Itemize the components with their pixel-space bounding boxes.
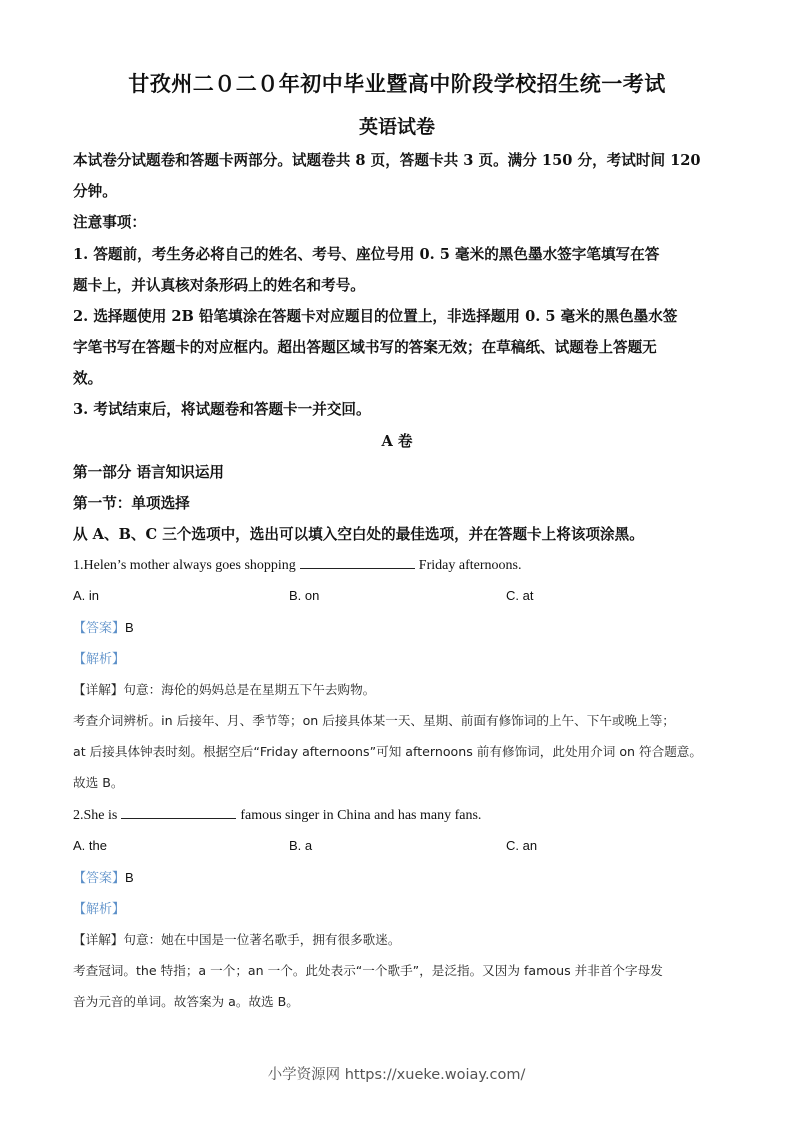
question-1-answer xyxy=(73,618,134,639)
question-1-detail-line-2: 考查介词辨析。in 后接年、月、季节等；on 后接具体某一天、星期、前面有修饰词的上午、下午或晚上等； xyxy=(73,713,675,728)
notice-item-1-line-2: 题卡上，并认真核对条形码上的姓名和考号。 xyxy=(73,277,365,294)
notice-item-2-line-2: 字笔书写在答题卡的对应框内。超出答题区域书写的答案无效；在草稿纸、试题卷上答题无 xyxy=(73,339,657,356)
notice-item-1-line-1: 1. 答题前，考生务必将自己的姓名、考号、座位号用 0. 5 毫米的黑色墨水签字笔填写在答 xyxy=(73,246,660,263)
intro-line-2: 分钟。 xyxy=(73,183,117,200)
question-1-stem-before: 1.Helen’s mother always goes shopping xyxy=(73,558,296,573)
question-1-analysis xyxy=(73,649,125,670)
question-2-blank xyxy=(121,806,236,819)
question-1-blank xyxy=(300,556,415,569)
question-1-option-b: B. on xyxy=(289,588,320,603)
question-1-detail-line-4: 故选 B。 xyxy=(73,775,124,790)
answer-value: B xyxy=(125,870,134,885)
intro-line-1: 本试卷分试题卷和答题卡两部分。试题卷共 8 页，答题卡共 3 页。满分 150 分，考试时间 120 xyxy=(73,152,701,169)
analysis-tag: 【解析】 xyxy=(73,652,126,667)
exam-title: 甘孜州二０二０年初中毕业暨高中阶段学校招生统一考试 xyxy=(128,71,666,96)
question-2-detail-line-3: 音为元音的单词。故答案为 a。故选 B。 xyxy=(73,994,299,1009)
notice-item-2-line-1: 2. 选择题使用 2B 铅笔填涂在答题卡对应题目的位置上，非选择题用 0. 5 毫米的黑色墨水签 xyxy=(73,308,678,325)
volume-heading: A 卷 xyxy=(381,433,413,450)
question-2-detail-line-1 xyxy=(73,930,400,950)
question-2-stem-before: 2.She is xyxy=(73,808,118,823)
question-2-detail-line-2: 考查冠词。the 特指；a 一个；an 一个。此处表示“一个歌手”，是泛指。又因为 famous 并非首个字母发 xyxy=(73,963,663,978)
notice-heading: 注意事项： xyxy=(73,214,146,231)
question-2-option-b: B. a xyxy=(289,838,313,853)
question-2-stem-after: famous singer in China and has many fans. xyxy=(240,808,482,823)
analysis-tag: 【解析】 xyxy=(73,902,126,917)
question-1-detail-line-1 xyxy=(73,680,375,700)
part-heading: 第一部分 语言知识运用 xyxy=(73,464,225,481)
question-1-detail-line-3: at 后接具体钟表时刻。根据空后“Friday afternoons”可知 afternoons 前有修饰词，此处用介词 on 符合题意。 xyxy=(73,744,702,759)
footer-watermark: 小学资源网 https://xueke.woiay.com/ xyxy=(267,1067,526,1083)
question-1-option-c: C. at xyxy=(506,588,534,603)
subpart-heading: 第一节：单项选择 xyxy=(73,495,190,512)
answer-tag: 【答案】 xyxy=(73,871,126,886)
question-1-option-a: A. in xyxy=(73,588,100,603)
question-2-option-c: C. an xyxy=(506,838,538,853)
question-2-stem xyxy=(73,806,481,826)
detail-tag: 【详解】 xyxy=(73,682,124,697)
section-instruction: 从 A、B、C 三个选项中，选出可以填入空白处的最佳选项，并在答题卡上将该项涂黑。 xyxy=(73,526,644,543)
detail-text: 句意：她在中国是一位著名歌手，拥有很多歌迷。 xyxy=(123,932,401,947)
question-1-stem xyxy=(73,556,521,576)
question-2-option-a: A. the xyxy=(73,838,107,853)
notice-item-3-line-1: 3. 考试结束后，将试题卷和答题卡一并交回。 xyxy=(73,401,371,418)
question-2-answer xyxy=(73,868,134,889)
detail-tag: 【详解】 xyxy=(73,932,124,947)
answer-value: B xyxy=(125,620,134,635)
detail-text: 句意：海伦的妈妈总是在星期五下午去购物。 xyxy=(123,682,376,697)
question-2-analysis xyxy=(73,899,125,920)
question-1-stem-after: Friday afternoons. xyxy=(418,558,522,573)
answer-tag: 【答案】 xyxy=(73,621,126,636)
exam-subtitle: 英语试卷 xyxy=(358,116,435,138)
notice-item-2-line-3: 效。 xyxy=(73,370,103,387)
